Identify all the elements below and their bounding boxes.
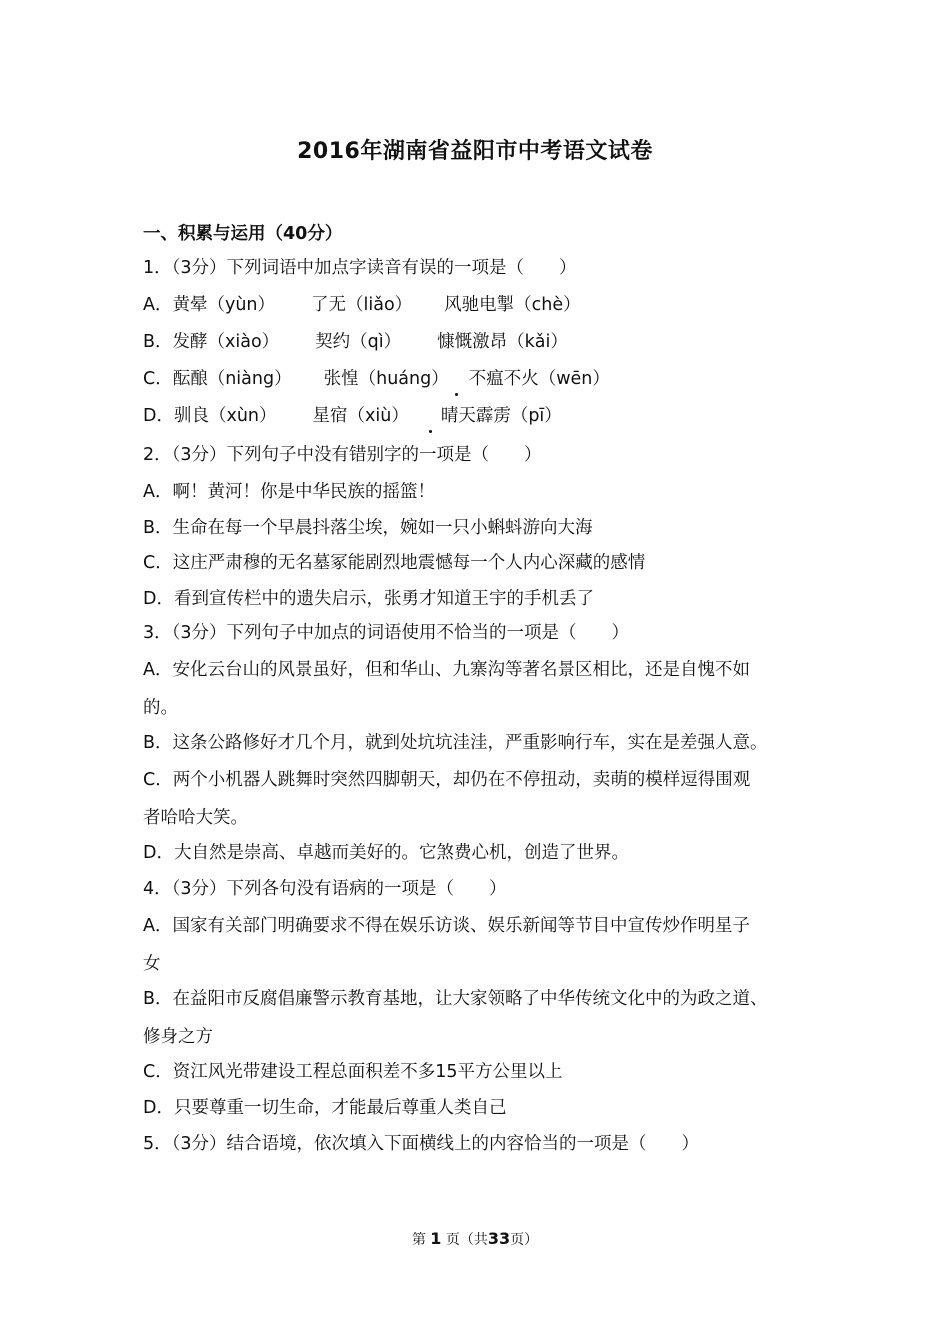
footer-page-number: 1 (430, 1229, 442, 1248)
question-3-option-c-cont: 者哈哈大笑。 (143, 808, 248, 828)
option-d-word-2: 星宿（xiù） (312, 406, 409, 426)
option-a-word-2: 了无（liǎo） (311, 295, 413, 315)
question-3-option-b: B．这条公路修好才几个月，就到处坑坑洼洼，严重影响行车，实在是差强人意。 (143, 733, 768, 753)
option-b-word-2: 契约（qì） (315, 332, 402, 352)
option-c-word-1: C．酝酿（niàng） (143, 369, 292, 389)
footer-suffix: 页） (510, 1232, 539, 1248)
question-3-option-a-cont: 的。 (143, 698, 178, 718)
emphasis-dot (455, 393, 458, 396)
option-d-word-1: D．驯良（xùn） (143, 406, 277, 426)
option-b-word-3: 慷慨激昂（kǎi） (437, 332, 568, 352)
question-3-option-c: C．两个小机器人跳舞时突然四脚朝天，却仍在不停扭动，卖萌的模样逗得围观 (143, 770, 751, 790)
emphasis-dot (429, 430, 432, 433)
page-title: 2016年湖南省益阳市中考语文试卷 (297, 139, 653, 164)
question-3-option-d: D．大自然是崇高、卓越而美好的。它煞费心机，创造了世界。 (143, 843, 629, 863)
page-footer (0, 1229, 950, 1249)
question-3-option-a: A．安化云台山的风景虽好，但和华山、九寨沟等著名景区相比，还是自愧不如 (143, 660, 750, 680)
question-1-option-d (143, 404, 562, 428)
option-b-word-1: B．发酵（xiào） (143, 332, 280, 352)
question-4-option-d: D．只要尊重一切生命，才能最后尊重人类自己 (143, 1098, 507, 1118)
question-2-option-d: D．看到宣传栏中的遗失启示，张勇才知道王宇的手机丢了 (143, 589, 594, 609)
question-4-option-a-cont: 女 (143, 954, 161, 974)
question-1-option-a (143, 293, 581, 317)
question-4-option-a: A．国家有关部门明确要求不得在娱乐访谈、娱乐新闻等节目中宣传炒作明星子 (143, 916, 750, 936)
question-5-stem: 5．（3分）结合语境，依次填入下面横线上的内容恰当的一项是（ ） (143, 1134, 700, 1154)
option-c-word-3: 不瘟不火（wēn） (468, 369, 610, 389)
section-heading: 一、积累与运用（40分） (143, 224, 343, 244)
footer-prefix: 第 (411, 1232, 426, 1248)
option-d-word-3: 晴天霹雳（pī） (440, 406, 562, 426)
question-2-option-a: A．啊！黄河！你是中华民族的摇篮！ (143, 482, 435, 502)
question-4-option-b-cont: 修身之方 (143, 1027, 213, 1047)
footer-total-pages: 33 (487, 1229, 511, 1248)
option-c-word-2: 张惶（huáng） (323, 369, 449, 389)
question-1-option-b (143, 330, 568, 354)
question-2-stem: 2．（3分）下列句子中没有错别字的一项是（ ） (143, 445, 542, 465)
question-1-stem: 1．（3分）下列词语中加点字读音有误的一项是（ ） (143, 258, 577, 278)
question-2-option-b: B．生命在每一个早晨抖落尘埃，婉如一只小蝌蚪游向大海 (143, 518, 593, 538)
question-4-option-b: B．在益阳市反腐倡廉警示教育基地，让大家领略了中华传统文化中的为政之道、 (143, 989, 768, 1009)
question-1-option-c (143, 367, 610, 391)
question-3-stem: 3．（3分）下列句子中加点的词语使用不恰当的一项是（ ） (143, 623, 630, 643)
footer-middle: 页（共 (445, 1232, 488, 1248)
question-2-option-c: C．这庄严肃穆的无名墓冢能剧烈地震憾每一个人内心深藏的感情 (143, 553, 646, 573)
option-a-word-3: 风驰电掣（chè） (444, 295, 581, 315)
option-a-word-1: A．黄晕（yùn） (143, 295, 276, 315)
question-4-stem: 4．（3分）下列各句没有语病的一项是（ ） (143, 879, 507, 899)
question-4-option-c: C．资江风光带建设工程总面积差不多15平方公里以上 (143, 1062, 563, 1082)
